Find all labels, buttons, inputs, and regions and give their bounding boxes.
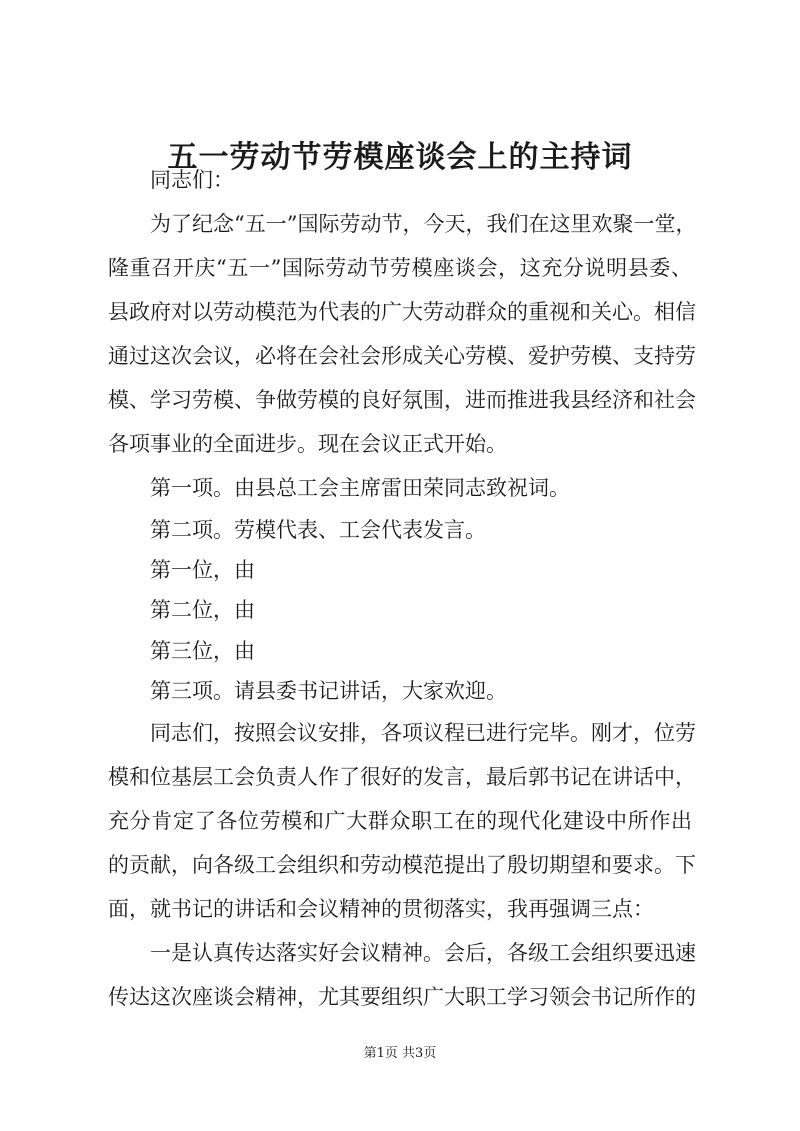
text-line: 第一位，由 (150, 558, 255, 583)
document-body (108, 158, 697, 1019)
text-line: 第二位，由 (150, 598, 255, 623)
document-title: 五一劳动节劳模座谈会上的主持词 (167, 140, 633, 175)
text-line: 各项事业的全面进步。现在会议正式开始。 (108, 432, 507, 456)
text-line: 第三项。请县委书记讲话，大家欢迎。 (150, 678, 507, 703)
text-line: 第二项。劳模代表、工会代表发言。 (150, 518, 486, 542)
text-line: 模和位基层工会负责人作了很好的发言，最后郭书记在讲话中， (108, 764, 696, 789)
paragraph (108, 590, 692, 630)
text-line: 通过这次会议，必将在会社会形成关心劳模、爱护劳模、支持劳 (108, 344, 696, 368)
paragraph (108, 202, 697, 466)
text-line: 模、学习劳模、争做劳模的良好氛围，进而推进我县经济和社会 (108, 388, 696, 412)
text-line: 传达这次座谈会精神，尤其要组织广大职工学习领会书记所作的 (108, 984, 696, 1009)
text-line: 同志们，按照会议安排，各项议程已进行完毕。刚才，位劳 (150, 720, 696, 745)
text-line: 县政府对以劳动模范为代表的广大劳动群众的重视和关心。相信 (108, 300, 696, 324)
paragraph (108, 711, 696, 931)
text-line: 隆重召开庆“五一”国际劳动节劳模座谈会，这充分说明县委、 (108, 256, 692, 280)
text-line: 第三位，由 (150, 638, 255, 663)
text-line: 第一项。由县总工会主席雷田荣同志致祝词。 (150, 476, 570, 500)
text-line: 充分肯定了各位劳模和广大群众职工在的现代化建设中所作出 (108, 808, 692, 833)
text-line: 的贡献，向各级工会组织和劳动模范提出了殷切期望和要求。下 (108, 852, 696, 877)
text-line: 同志们： (150, 168, 234, 192)
page-footer: 第1页 共3页 (363, 1046, 437, 1061)
text-line: 为了纪念“五一”国际劳动节，今天，我们在这里欢聚一堂， (150, 212, 697, 236)
paragraph (108, 631, 692, 671)
paragraph (108, 931, 696, 1019)
paragraph (108, 158, 692, 202)
paragraph (108, 550, 692, 590)
text-line: 一是认真传达落实好会议精神。会后，各级工会组织要迅速 (150, 940, 696, 965)
paragraph (108, 510, 692, 550)
paragraph (108, 466, 692, 510)
paragraph (108, 671, 692, 711)
text-line: 面，就书记的讲话和会议精神的贯彻落实，我再强调三点： (108, 896, 654, 921)
